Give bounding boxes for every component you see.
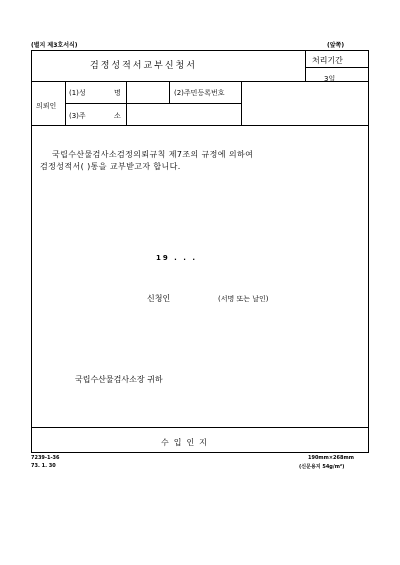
- divider-processing-period: [305, 67, 369, 68]
- footer-code: 7239-1-36: [31, 455, 60, 461]
- divider-name-cell: [126, 81, 127, 125]
- divider-receipt-top: [31, 427, 369, 428]
- form-number: (별지 제3호서식): [31, 42, 78, 49]
- page-side-label: (앞쪽): [327, 42, 345, 49]
- resident-id-label: (2)주민등록번호: [174, 89, 225, 97]
- divider-id-value: [241, 81, 242, 125]
- name-label-suffix: 명: [114, 89, 121, 97]
- processing-period-label: 처리기간: [312, 56, 343, 65]
- divider-applicant-bottom: [31, 125, 369, 126]
- divider-title-vertical: [305, 50, 306, 81]
- revenue-stamp-label: 수입인지: [161, 438, 212, 447]
- request-statement-line2: 검정성적서( )통을 교부받고자 합니다.: [40, 162, 181, 171]
- signature-seal-label: (서명 또는 날인): [218, 295, 269, 303]
- footer-paper-type: (신문용지 54g/m²): [299, 464, 345, 470]
- footer-date: 73. 1. 30: [31, 463, 56, 469]
- divider-name-id: [169, 81, 170, 103]
- recipient: 국립수산물검사소장 귀하: [75, 375, 163, 384]
- application-date: 19 . . .: [156, 254, 198, 262]
- address-label-suffix: 소: [114, 112, 121, 120]
- divider-title-bottom: [31, 81, 369, 82]
- processing-period-value: 3일: [324, 75, 336, 83]
- name-label: (1)성: [69, 89, 86, 97]
- footer-paper-size: 190mm×268mm: [308, 455, 354, 461]
- signer-label: 신청인: [147, 294, 171, 303]
- applicant-label: 의뢰인: [36, 102, 57, 110]
- divider-name-row: [65, 103, 241, 104]
- form-title: 검정성적서교부신청서: [90, 61, 197, 71]
- address-label: (3)주: [69, 112, 86, 120]
- request-statement-line1: 국립수산물검사소검정의뢰규칙 제7조의 규정에 의하여: [52, 150, 254, 159]
